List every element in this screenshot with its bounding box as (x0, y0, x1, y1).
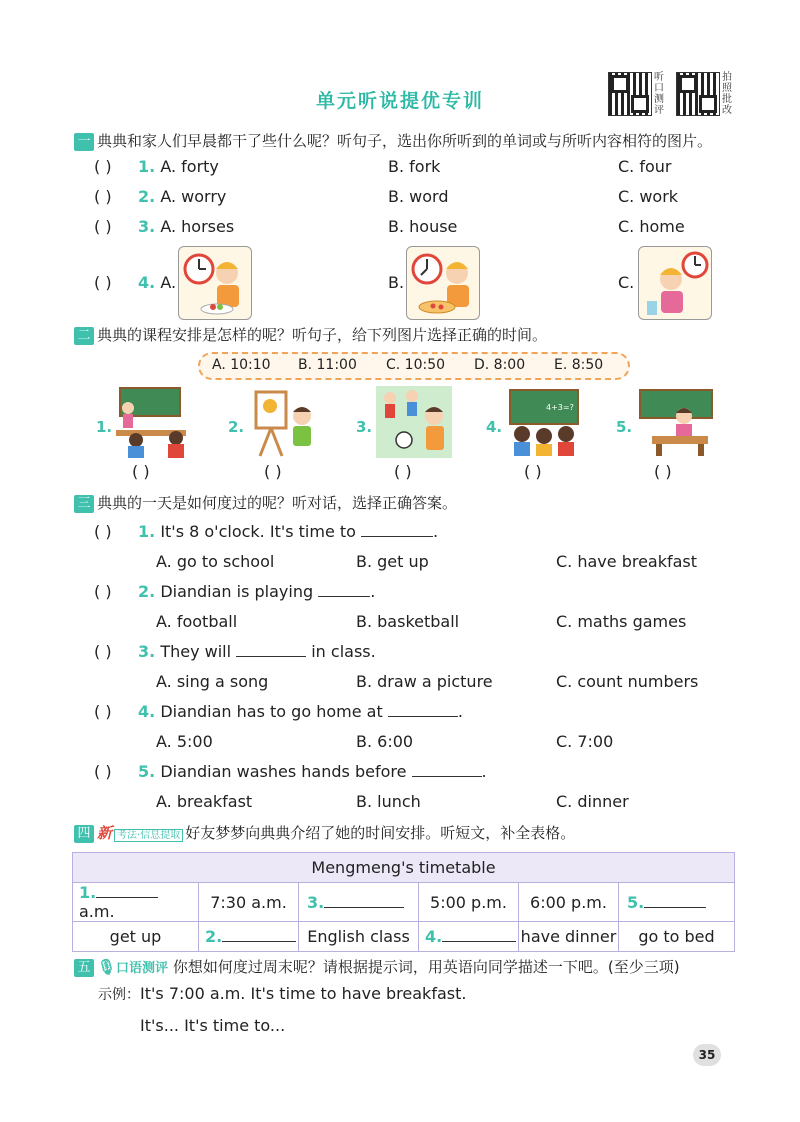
football-playground-image (376, 386, 452, 458)
table-cell: 6:00 p.m. (519, 883, 619, 922)
question-text-end: . (481, 762, 487, 781)
table-row (73, 883, 735, 922)
option-c: C. home (618, 217, 685, 236)
option-a: A. forty (160, 157, 219, 176)
table-cell-blank[interactable] (299, 883, 419, 922)
method-tag: 考法·信息提取 (114, 829, 183, 842)
answer-paren[interactable]: ( ) (132, 462, 150, 481)
question-text: It's 8 o'clock. It's time to (160, 522, 356, 541)
option-b: B. 6:00 (356, 732, 414, 751)
option-a: A. football (156, 612, 238, 631)
question-1-4 (138, 273, 176, 292)
section3-instruction: 典典的一天是如何度过的呢？听对话，选择正确答案。 (97, 494, 458, 512)
example-text: It's 7:00 a.m. It's time to have breakfast. (140, 984, 467, 1003)
picture-number: 3. (356, 418, 373, 436)
section5-instruction: 你想如何度过周末呢？请根据提示词，用英语向同学描述一下吧。(至少三项) (172, 958, 680, 976)
table-row (73, 922, 735, 952)
option-a: A. go to school (156, 552, 275, 571)
answer-paren[interactable]: ( ) (94, 702, 112, 721)
time-option-a: A. 10:10 (212, 357, 271, 373)
answer-paren[interactable]: ( ) (524, 462, 542, 481)
fill-blank[interactable] (644, 907, 706, 908)
question-3-1 (138, 522, 438, 541)
option-c: C. four (618, 157, 672, 176)
fill-blank[interactable] (361, 536, 433, 537)
option-c: C. maths games (556, 612, 687, 631)
answer-paren[interactable]: ( ) (394, 462, 412, 481)
fill-blank[interactable] (412, 776, 482, 777)
answer-paren[interactable]: ( ) (94, 522, 112, 541)
option-c: C. 7:00 (556, 732, 614, 751)
section5-number: 五 (74, 959, 94, 977)
fill-blank[interactable] (222, 941, 296, 942)
question-number: 1. (138, 157, 156, 176)
picture-number: 5. (616, 418, 633, 436)
question-3-4 (138, 702, 463, 721)
option-b: B. house (388, 217, 458, 236)
section2-instruction: 典典的课程安排是怎样的呢？听句子，给下列图片选择正确的时间。 (97, 326, 548, 344)
cell-suffix: a.m. (79, 902, 115, 921)
question-text: Diandian washes hands before (160, 762, 407, 781)
section2-number: 二 (74, 327, 94, 345)
answer-paren[interactable]: ( ) (94, 273, 112, 292)
picture-number: 4. (486, 418, 503, 436)
picture-option-b[interactable] (406, 246, 480, 320)
qr-code-photo[interactable] (676, 72, 720, 116)
section1-number: 一 (74, 133, 94, 151)
section1-heading (74, 130, 712, 151)
option-a: A. horses (160, 217, 235, 236)
table-cell: 7:30 a.m. (199, 883, 299, 922)
blank-number: 2. (205, 927, 223, 946)
picture-number: 2. (228, 418, 245, 436)
question-text: Diandian is playing (160, 582, 314, 601)
option-a: A. sing a song (156, 672, 269, 691)
answer-paren[interactable]: ( ) (94, 642, 112, 661)
fill-blank[interactable] (96, 897, 158, 898)
option-b: B. get up (356, 552, 429, 571)
clock-breakfast-image (179, 247, 252, 320)
question-text-end: . (370, 582, 376, 601)
fill-blank[interactable] (388, 716, 458, 717)
clock-pizza-image (407, 247, 480, 320)
teacher-desk-image (638, 386, 714, 458)
question-number: 1. (138, 522, 156, 541)
page-number: 35 (693, 1044, 721, 1066)
question-text: They will (160, 642, 232, 661)
fill-blank[interactable] (324, 907, 404, 908)
question-1-2 (138, 187, 226, 206)
question-number: 2. (138, 582, 156, 601)
option-b: B. draw a picture (356, 672, 493, 691)
table-cell: get up (73, 922, 199, 952)
time-option-b: B. 11:00 (298, 357, 357, 373)
clock-girl-image (639, 247, 712, 320)
table-cell-blank[interactable] (199, 922, 299, 952)
answer-paren[interactable]: ( ) (654, 462, 672, 481)
option-c: C. have breakfast (556, 552, 698, 571)
fill-blank[interactable] (318, 596, 370, 597)
time-option-c: C. 10:50 (386, 357, 446, 373)
table-cell-blank[interactable] (619, 883, 735, 922)
option-b: B. word (388, 187, 449, 206)
question-number: 5. (138, 762, 156, 781)
example-line (98, 984, 466, 1004)
option-a: A. worry (160, 187, 227, 206)
picture-number: 1. (96, 418, 113, 436)
question-3-2 (138, 582, 375, 601)
option-a: A. breakfast (156, 792, 253, 811)
question-1-1 (138, 157, 219, 176)
answer-paren[interactable]: ( ) (264, 462, 282, 481)
picture-option-c[interactable] (638, 246, 712, 320)
answer-paren[interactable]: ( ) (94, 157, 112, 176)
option-b: B. basketball (356, 612, 460, 631)
question-number: 2. (138, 187, 156, 206)
option-c: C. work (618, 187, 679, 206)
qr-code-listening[interactable] (608, 72, 652, 116)
table-cell: go to bed (619, 922, 735, 952)
option-c: C. (618, 273, 635, 292)
section3-heading (74, 492, 457, 513)
fill-blank[interactable] (236, 656, 306, 657)
example-label: 示例： (98, 987, 140, 1003)
table-cell-blank[interactable] (73, 883, 199, 922)
option-b: B. lunch (356, 792, 421, 811)
question-1-3 (138, 217, 234, 236)
classroom-blackboard-image (114, 386, 190, 458)
section5-heading (74, 956, 680, 977)
painting-easel-image (246, 386, 322, 458)
timetable (72, 852, 735, 952)
picture-option-a[interactable] (178, 246, 252, 320)
question-text-end: . (457, 702, 463, 721)
question-number: 3. (138, 217, 156, 236)
microphone-icon: 🎙 (97, 958, 117, 976)
section4-heading (74, 822, 575, 843)
new-badge: 新 (97, 824, 113, 842)
question-number: 4. (138, 702, 156, 721)
option-c: C. count numbers (556, 672, 699, 691)
section3-number: 三 (74, 495, 94, 513)
option-b: B. (388, 273, 405, 292)
question-3-3 (138, 642, 376, 661)
section4-number: 四 (74, 825, 94, 843)
section2-heading (74, 324, 547, 345)
page-title: 单元听说提优专训 (315, 90, 484, 112)
section1-instruction: 典典和家人们早晨都干了些什么呢？听句子，选出你所听到的单词或与所听内容相符的图片。 (97, 132, 713, 150)
timetable-title: Mengmeng's timetable (73, 853, 735, 883)
svg-text:4+3=?: 4+3=? (546, 403, 574, 412)
question-3-5 (138, 762, 487, 781)
question-number: 4. (138, 273, 156, 292)
question-text: Diandian has to go home at (160, 702, 383, 721)
option-b: B. fork (388, 157, 441, 176)
blank-number: 3. (307, 892, 325, 912)
students-blackboard-image (506, 386, 582, 458)
question-text-end: in class. (311, 642, 376, 661)
table-cell-blank[interactable] (419, 922, 519, 952)
question-text-end: . (433, 522, 439, 541)
option-a: A. (160, 273, 177, 292)
qr-label-photo: 拍照批改 (722, 72, 732, 116)
table-cell: 5:00 p.m. (419, 883, 519, 922)
option-c: C. dinner (556, 792, 629, 811)
prompt-line: It's... It's time to... (140, 1016, 286, 1035)
blank-number: 4. (425, 927, 443, 946)
section4-instruction: 好友梦梦向典典介绍了她的时间安排。听短文，补全表格。 (185, 824, 576, 842)
answer-paren[interactable]: ( ) (94, 217, 112, 236)
blank-number: 5. (627, 892, 645, 912)
answer-paren[interactable]: ( ) (94, 762, 112, 781)
answer-paren[interactable]: ( ) (94, 582, 112, 601)
question-number: 3. (138, 642, 156, 661)
blank-number: 1. (79, 883, 97, 902)
fill-blank[interactable] (442, 941, 516, 942)
answer-paren[interactable]: ( ) (94, 187, 112, 206)
time-option-e: E. 8:50 (554, 357, 604, 373)
table-cell: English class (299, 922, 419, 952)
qr-label-listening: 听口测评 (654, 72, 664, 116)
speaking-badge: 口语测评 (116, 961, 169, 976)
table-cell: have dinner (519, 922, 619, 952)
time-option-d: D. 8:00 (474, 357, 526, 373)
option-a: A. 5:00 (156, 732, 213, 751)
